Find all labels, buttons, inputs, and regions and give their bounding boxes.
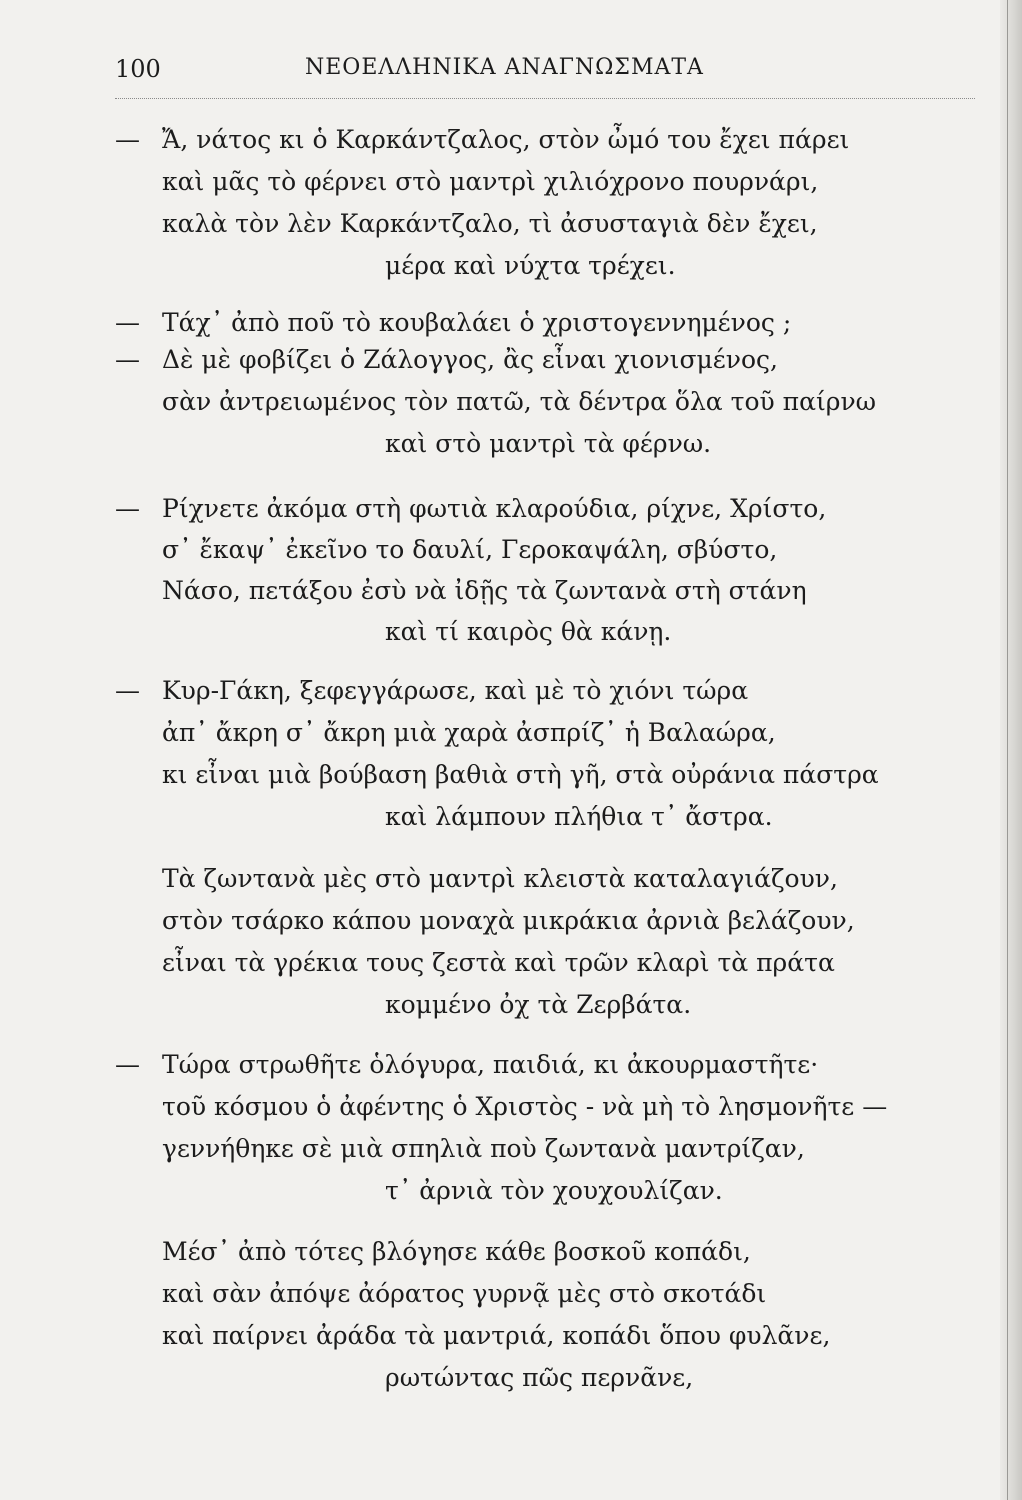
verse-line: γεννήθηκε σὲ μιὰ σπηλιὰ ποὺ ζωντανὰ μαντρίζαν, — [162, 1134, 805, 1163]
stanza-dash: — — [115, 676, 140, 705]
verse-line: Ἄ, νάτος κι ὁ Καρκάντζαλος, στὸν ὦμό του ἔχει πάρει — [162, 125, 850, 154]
verse-line: καὶ τί καιρὸς θὰ κάνῃ. — [385, 617, 672, 646]
header-divider — [115, 98, 975, 99]
verse-line: Ρίχνετε ἀκόμα στὴ φωτιὰ κλαρούδια, ρίχνε, Χρίστο, — [162, 494, 827, 523]
page-number: 100 — [115, 55, 161, 83]
verse-line: τ᾽ ἀρνιὰ τὸν χουχουλίζαν. — [385, 1176, 723, 1205]
verse-line: Νάσο, πετάξου ἐσὺ νὰ ἰδῇς τὰ ζωντανὰ στὴ στάνη — [162, 576, 807, 605]
verse-line: Τάχ᾽ ἀπὸ ποῦ τὸ κουβαλάει ὁ χριστογεννημένος ; — [162, 308, 792, 337]
running-title: ΝΕΟΕΛΛΗΝΙΚΑ ΑΝΑΓΝΩΣΜΑΤΑ — [305, 55, 704, 80]
verse-line: καὶ στὸ μαντρὶ τὰ φέρνω. — [385, 429, 712, 458]
verse-line: καὶ λάμπουν πλήθια τ᾽ ἄστρα. — [385, 802, 773, 831]
verse-line: καὶ παίρνει ἀράδα τὰ μαντριά, κοπάδι ὅπου φυλᾶνε, — [162, 1321, 831, 1350]
verse-line: Δὲ μὲ φοβίζει ὁ Ζάλογγος, ἂς εἶναι χιονισμένος, — [162, 345, 778, 374]
verse-line: ρωτώντας πῶς περνᾶνε, — [385, 1363, 694, 1392]
verse-line: στὸν τσάρκο κάπου μοναχὰ μικράκια ἀρνιὰ βελάζουν, — [162, 906, 855, 935]
page-header — [115, 55, 915, 95]
stanza-dash: — — [115, 345, 140, 374]
verse-line: Κυρ-Γάκη, ξεφεγγάρωσε, καὶ μὲ τὸ χιόνι τώρα — [162, 676, 749, 705]
stanza-dash: — — [115, 125, 140, 154]
stanza-dash: — — [115, 308, 140, 337]
verse-line: τοῦ κόσμου ὁ ἀφέντης ὁ Χριστὸς - νὰ μὴ τὸ λησμονῆτε — — [162, 1092, 888, 1121]
verse-line: κι εἶναι μιὰ βούβαση βαθιὰ στὴ γῆ, στὰ οὐράνια πάστρα — [162, 760, 879, 789]
stanza-dash: — — [115, 1050, 140, 1079]
verse-line: Μέσ᾽ ἀπὸ τότες βλόγησε κάθε βοσκοῦ κοπάδι, — [162, 1237, 751, 1266]
verse-line: εἶναι τὰ γρέκια τους ζεστὰ καὶ τρῶν κλαρὶ τὰ πράτα — [162, 948, 835, 977]
verse-line: σ᾽ ἔκαψ᾽ ἐκεῖνο το δαυλί, Γεροκαψάλη, σβύστο, — [162, 535, 778, 564]
verse-line: καὶ μᾶς τὸ φέρνει στὸ μαντρὶ χιλιόχρονο πουρνάρι, — [162, 167, 819, 196]
verse-line: Τώρα στρωθῆτε ὁλόγυρα, παιδιά, κι ἀκουρμαστῆτε· — [162, 1050, 819, 1079]
verse-line: καλὰ τὸν λὲν Καρκάντζαλο, τὶ ἀσυσταγιὰ δὲν ἔχει, — [162, 209, 818, 238]
spine-edge-line — [1007, 0, 1008, 1500]
verse-line: κομμένο ὀχ τὰ Ζερβάτα. — [385, 990, 692, 1019]
verse-line: σὰν ἀντρειωμένος τὸν πατῶ, τὰ δέντρα ὅλα τοῦ παίρνω — [162, 387, 877, 416]
stanza-dash: — — [115, 494, 140, 523]
book-spine-shadow — [1000, 0, 1022, 1500]
verse-line: μέρα καὶ νύχτα τρέχει. — [385, 251, 676, 280]
verse-line: καὶ σὰν ἀπόψε ἀόρατος γυρνᾷ μὲς στὸ σκοτάδι — [162, 1279, 767, 1308]
verse-line: ἀπ᾽ ἄκρη σ᾽ ἄκρη μιὰ χαρὰ ἀσπρίζ᾽ ἡ Βαλαώρα, — [162, 718, 776, 747]
verse-line: Τὰ ζωντανὰ μὲς στὸ μαντρὶ κλειστὰ καταλαγιάζουν, — [162, 864, 838, 893]
